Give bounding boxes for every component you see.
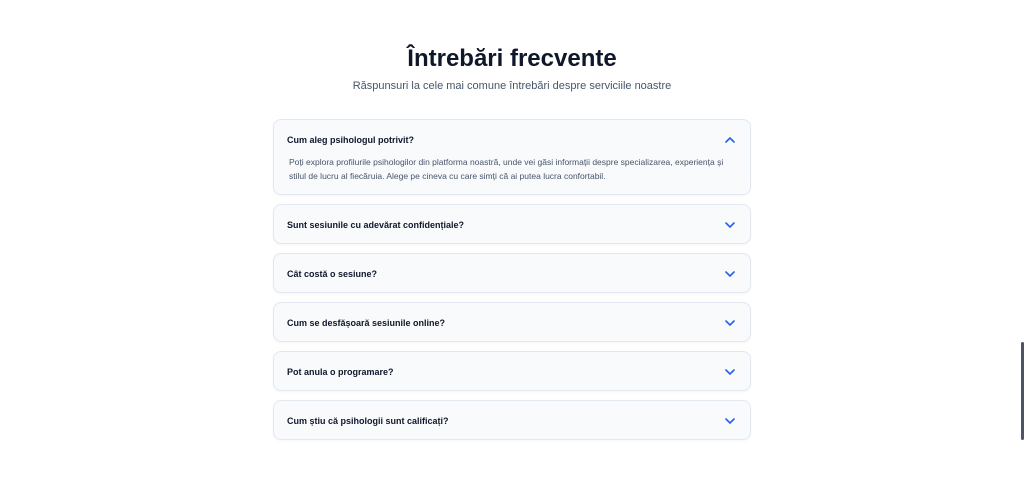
faq-question: Sunt sesiunile cu adevărat confidențiale?	[287, 220, 465, 230]
faq-item-choose-psychologist	[273, 119, 751, 195]
faq-item-confidentiality	[273, 204, 751, 244]
faq-toggle-session-cost[interactable]	[274, 254, 750, 294]
chevron-down-icon	[724, 366, 736, 378]
faq-toggle-online-sessions[interactable]	[274, 303, 750, 343]
faq-question: Cum se desfășoară sesiunile online?	[287, 318, 446, 328]
faq-item-online-sessions	[273, 302, 751, 342]
faq-item-session-cost	[273, 253, 751, 293]
chevron-down-icon	[724, 268, 736, 280]
faq-item-qualifications	[273, 400, 751, 440]
faq-toggle-qualifications[interactable]	[274, 401, 750, 441]
faq-list	[273, 119, 751, 449]
faq-question: Cât costă o sesiune?	[287, 269, 378, 279]
faq-toggle-choose-psychologist[interactable]	[274, 120, 750, 160]
faq-answer: Poți explora profilurile psihologilor din platforma noastră, unde vei găsi informații despre specializarea, experiența și stilul de lucru al fiecăruia. Alege pe cineva cu care simți că ai putea lucra confortabil.	[289, 157, 724, 181]
chevron-down-icon	[724, 219, 736, 231]
chevron-up-icon	[724, 134, 736, 146]
faq-toggle-confidentiality[interactable]	[274, 205, 750, 245]
faq-question: Cum aleg psihologul potrivit?	[287, 135, 414, 145]
faq-toggle-cancel-appointment[interactable]	[274, 352, 750, 392]
page-title: Întrebări frecvente	[407, 45, 617, 72]
faq-question: Cum știu că psihologii sunt calificați?	[287, 416, 449, 426]
chevron-down-icon	[724, 317, 736, 329]
chevron-down-icon	[724, 415, 736, 427]
page-subtitle: Răspunsuri la cele mai comune întrebări despre serviciile noastre	[352, 80, 672, 92]
faq-item-cancel-appointment	[273, 351, 751, 391]
faq-question: Pot anula o programare?	[287, 367, 394, 377]
